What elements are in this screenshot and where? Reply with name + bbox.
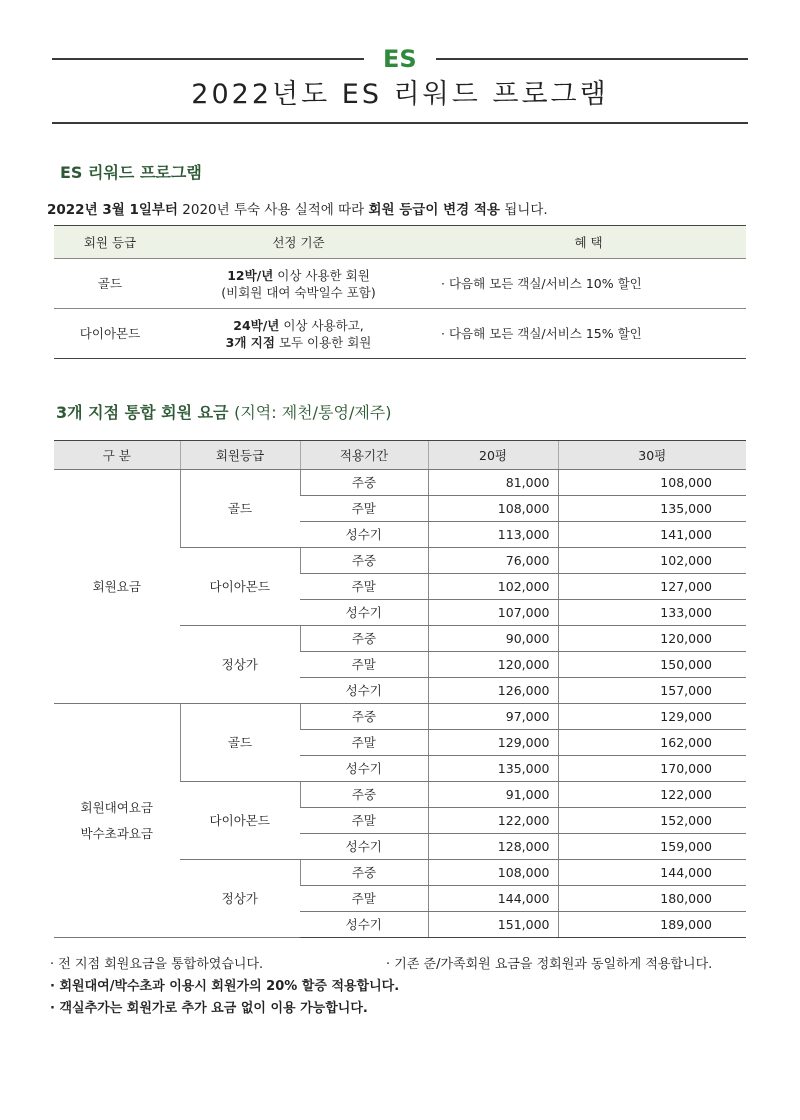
- header-member-grade: 회원등급: [180, 441, 300, 470]
- price-30py-cell: 159,000: [558, 834, 746, 860]
- price-30py-cell: 189,000: [558, 912, 746, 938]
- price-30py-cell: 141,000: [558, 522, 746, 548]
- member-grade-cell: 골드: [180, 470, 300, 548]
- price-20py-cell: 144,000: [428, 886, 558, 912]
- period-cell: 주중: [300, 782, 428, 808]
- period-cell: 성수기: [300, 834, 428, 860]
- price-20py-cell: 113,000: [428, 522, 558, 548]
- section-title-reward: ES 리워드 프로그램: [60, 163, 202, 182]
- rate-table: [54, 440, 746, 938]
- region-label: (지역: 제천/통영/제주): [234, 403, 392, 422]
- price-30py-cell: 162,000: [558, 730, 746, 756]
- price-30py-cell: 152,000: [558, 808, 746, 834]
- price-20py-cell: 97,000: [428, 704, 558, 730]
- notes: [50, 954, 760, 1020]
- note-text: · 기존 준/가족회원 요금을 정회원과 동일하게 적용합니다.: [386, 957, 713, 972]
- price-20py-cell: 120,000: [428, 652, 558, 678]
- price-30py-cell: 135,000: [558, 496, 746, 522]
- member-grade-cell: 다이아몬드: [180, 548, 300, 626]
- grade-criteria: 12박/년 이상 사용한 회원 (비회원 대여 숙박일수 포함): [166, 259, 431, 309]
- rate-table-header: [54, 441, 746, 470]
- price-20py-cell: 135,000: [428, 756, 558, 782]
- period-cell: 주말: [300, 496, 428, 522]
- page-title: 2022년도 ES 리워드 프로그램: [191, 79, 609, 110]
- price-30py-cell: 122,000: [558, 782, 746, 808]
- price-20py-cell: 128,000: [428, 834, 558, 860]
- header-rule-bottom: [52, 122, 748, 124]
- period-cell: 성수기: [300, 522, 428, 548]
- price-30py-cell: 120,000: [558, 626, 746, 652]
- table-row: [54, 704, 746, 730]
- grade-table: [54, 225, 746, 359]
- header-rule-right: [436, 58, 748, 60]
- period-cell: 성수기: [300, 756, 428, 782]
- grade-criteria: 24박/년 이상 사용하고, 3개 지점 모두 이용한 회원: [166, 309, 431, 359]
- header-30py: 30평: [558, 441, 746, 470]
- table-row: [54, 470, 746, 496]
- category-cell: 회원요금: [54, 470, 180, 704]
- period-cell: 주말: [300, 652, 428, 678]
- header-20py: 20평: [428, 441, 558, 470]
- price-30py-cell: 170,000: [558, 756, 746, 782]
- table-row: [54, 259, 746, 309]
- price-20py-cell: 91,000: [428, 782, 558, 808]
- period-cell: 주말: [300, 730, 428, 756]
- price-30py-cell: 133,000: [558, 600, 746, 626]
- page-header: [52, 40, 748, 126]
- table-row: [54, 309, 746, 359]
- header-rule-left: [52, 58, 364, 60]
- period-cell: 주중: [300, 860, 428, 886]
- note-row: [50, 998, 760, 1020]
- grade-name: 다이아몬드: [54, 309, 166, 359]
- member-grade-cell: 다이아몬드: [180, 782, 300, 860]
- grade-benefit: · 다음해 모든 객실/서비스 15% 할인: [431, 309, 746, 359]
- category-cell: 회원대여요금 박수초과요금: [54, 704, 180, 938]
- note-row: [50, 976, 760, 998]
- header-criteria: 선정 기준: [166, 226, 431, 259]
- period-cell: 성수기: [300, 912, 428, 938]
- note-row: [50, 954, 760, 976]
- period-cell: 주중: [300, 704, 428, 730]
- period-cell: 주중: [300, 470, 428, 496]
- period-cell: 성수기: [300, 678, 428, 704]
- price-20py-cell: 122,000: [428, 808, 558, 834]
- note-text: · 객실추가는 회원가로 추가 요금 없이 이용 가능합니다.: [50, 1001, 368, 1016]
- header-category: 구 분: [54, 441, 180, 470]
- price-20py-cell: 76,000: [428, 548, 558, 574]
- member-grade-cell: 정상가: [180, 860, 300, 938]
- period-cell: 주말: [300, 808, 428, 834]
- member-grade-cell: 골드: [180, 704, 300, 782]
- price-30py-cell: 108,000: [558, 470, 746, 496]
- price-20py-cell: 108,000: [428, 860, 558, 886]
- price-20py-cell: 126,000: [428, 678, 558, 704]
- price-20py-cell: 108,000: [428, 496, 558, 522]
- period-cell: 주말: [300, 574, 428, 600]
- price-20py-cell: 107,000: [428, 600, 558, 626]
- note-text: · 회원대여/박수초과 이용시 회원가의 20% 할증 적용합니다.: [50, 979, 400, 994]
- rate-table-body: [54, 470, 746, 938]
- header-period: 적용기간: [300, 441, 428, 470]
- price-30py-cell: 144,000: [558, 860, 746, 886]
- grade-name: 골드: [54, 259, 166, 309]
- price-20py-cell: 129,000: [428, 730, 558, 756]
- price-20py-cell: 81,000: [428, 470, 558, 496]
- period-cell: 주말: [300, 886, 428, 912]
- member-grade-cell: 정상가: [180, 626, 300, 704]
- section-title-rates: 3개 지점 통합 회원 요금 (지역: 제천/통영/제주): [56, 403, 392, 422]
- period-cell: 주중: [300, 626, 428, 652]
- es-logo-icon: [382, 42, 418, 72]
- grade-table-header: [54, 226, 746, 259]
- reward-description: 2022년 3월 1일부터 2020년 투숙 사용 실적에 따라 회원 등급이 변경 적용 됩니다.: [47, 202, 548, 218]
- grade-benefit: · 다음해 모든 객실/서비스 10% 할인: [431, 259, 746, 309]
- price-20py-cell: 102,000: [428, 574, 558, 600]
- price-30py-cell: 150,000: [558, 652, 746, 678]
- period-cell: 주중: [300, 548, 428, 574]
- header-benefit: 혜 택: [431, 226, 746, 259]
- svg-text:ES: ES: [383, 45, 417, 72]
- price-30py-cell: 127,000: [558, 574, 746, 600]
- note-text: · 전 지점 회원요금을 통합하였습니다.: [50, 957, 264, 972]
- price-30py-cell: 180,000: [558, 886, 746, 912]
- period-cell: 성수기: [300, 600, 428, 626]
- price-20py-cell: 151,000: [428, 912, 558, 938]
- price-20py-cell: 90,000: [428, 626, 558, 652]
- price-30py-cell: 129,000: [558, 704, 746, 730]
- header-grade: 회원 등급: [54, 226, 166, 259]
- price-30py-cell: 157,000: [558, 678, 746, 704]
- price-30py-cell: 102,000: [558, 548, 746, 574]
